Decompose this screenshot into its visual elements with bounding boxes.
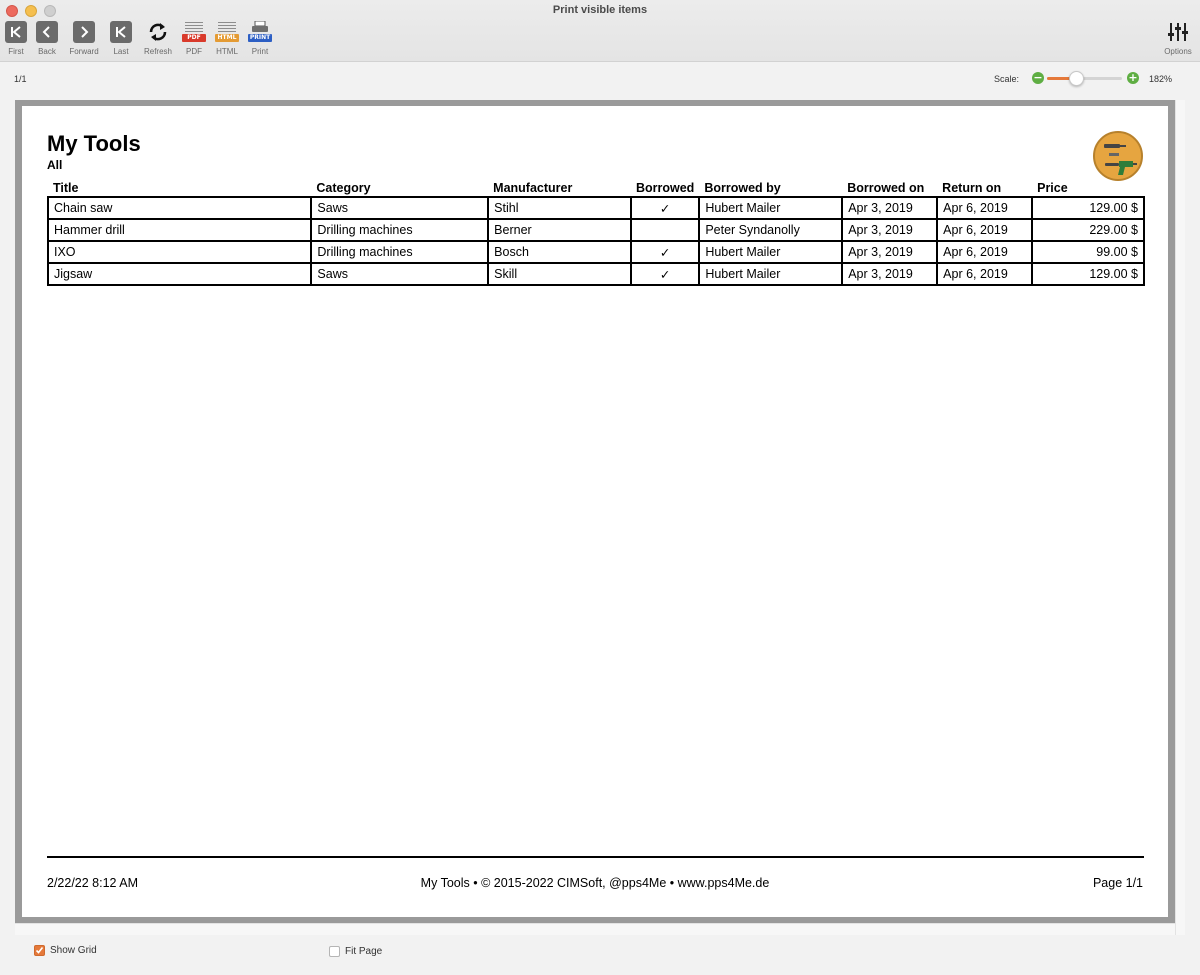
first-button-label: First xyxy=(8,47,24,56)
window-titlebar xyxy=(0,0,1200,62)
cell-borrowed-by: Hubert Mailer xyxy=(699,241,842,263)
tools-table xyxy=(47,179,1145,286)
cell-manufacturer: Berner xyxy=(488,219,631,241)
cell-borrowed-by: Hubert Mailer xyxy=(699,263,842,285)
print-button-label: Print xyxy=(251,47,269,56)
report-page xyxy=(22,106,1168,917)
cell-borrowed xyxy=(631,219,699,241)
app-logo xyxy=(1093,131,1143,181)
options-button-label: Options xyxy=(1164,47,1192,56)
footer-page-number: Page 1/1 xyxy=(1092,876,1143,890)
footer-copyright: My Tools • © 2015-2022 CIMSoft, @pps4Me • www.pps4Me.de xyxy=(420,876,770,890)
forward-button-label: Forward xyxy=(69,47,99,56)
cell-return-on: Apr 6, 2019 xyxy=(937,241,1032,263)
refresh-icon xyxy=(146,21,170,43)
footer-date: 2/22/22 8:12 AM xyxy=(47,876,139,890)
print-button[interactable] xyxy=(238,21,282,57)
last-button-label: Last xyxy=(113,47,129,56)
horizontal-scrollbar[interactable] xyxy=(15,923,1175,935)
scale-slider[interactable] xyxy=(1047,77,1122,80)
zoom-value: 182% xyxy=(1149,74,1173,84)
cell-title: Hammer drill xyxy=(48,219,311,241)
refresh-button-label: Refresh xyxy=(143,47,172,56)
cell-price: 229.00 $ xyxy=(1032,219,1144,241)
cell-borrowed-by: Peter Syndanolly xyxy=(699,219,842,241)
cell-return-on: Apr 6, 2019 xyxy=(937,219,1032,241)
scale-slider-knob[interactable] xyxy=(1069,71,1084,86)
cell-title: Chain saw xyxy=(48,197,311,219)
window-title: Print visible items xyxy=(552,4,648,16)
cell-borrowed: ✓ xyxy=(631,197,699,219)
cell-category: Saws xyxy=(311,263,488,285)
cell-category: Saws xyxy=(311,197,488,219)
cell-borrowed-on: Apr 3, 2019 xyxy=(842,263,937,285)
table-row xyxy=(48,241,1144,263)
fit-page-label: Fit Page xyxy=(345,946,383,957)
minus-icon: − xyxy=(1033,71,1043,84)
cell-return-on: Apr 6, 2019 xyxy=(937,197,1032,219)
show-grid-box[interactable] xyxy=(34,945,45,956)
report-subtitle: All xyxy=(47,158,63,172)
pdf-tag: PDF xyxy=(182,34,206,42)
print-preview[interactable] xyxy=(15,100,1175,923)
pdf-button-label: PDF xyxy=(186,47,202,56)
printer-icon xyxy=(247,21,273,43)
cell-manufacturer: Bosch xyxy=(488,241,631,263)
cell-borrowed-on: Apr 3, 2019 xyxy=(842,241,937,263)
html-icon xyxy=(214,21,240,43)
column-header[interactable]: Manufacturer xyxy=(493,181,573,195)
cell-category: Drilling machines xyxy=(311,219,488,241)
fit-page-checkbox[interactable] xyxy=(329,946,382,957)
last-page-icon xyxy=(110,21,132,43)
plus-icon: + xyxy=(1128,71,1138,84)
cell-borrowed: ✓ xyxy=(631,241,699,263)
print-tag: PRINT xyxy=(249,34,271,41)
cell-category: Drilling machines xyxy=(311,241,488,263)
cell-borrowed-on: Apr 3, 2019 xyxy=(842,197,937,219)
cell-price: 99.00 $ xyxy=(1032,241,1144,263)
page-indicator: 1/1 xyxy=(14,74,27,84)
table-row xyxy=(48,197,1144,219)
html-tag: HTML xyxy=(215,34,239,42)
checkmark-icon xyxy=(35,946,44,955)
first-page-icon xyxy=(5,21,27,43)
table-row xyxy=(48,263,1144,285)
column-header[interactable]: Title xyxy=(53,181,79,195)
zoom-out-button[interactable] xyxy=(1032,72,1044,84)
cell-borrowed: ✓ xyxy=(631,263,699,285)
column-header[interactable]: Category xyxy=(316,181,371,195)
pdf-icon xyxy=(181,21,207,43)
column-header[interactable]: Return on xyxy=(942,181,1002,195)
html-button-label: HTML xyxy=(216,47,238,56)
table-row xyxy=(48,219,1144,241)
options-button[interactable] xyxy=(1158,21,1198,57)
column-header[interactable]: Borrowed by xyxy=(704,181,781,195)
cell-manufacturer: Stihl xyxy=(488,197,631,219)
scale-label: Scale: xyxy=(994,74,1020,84)
cell-price: 129.00 $ xyxy=(1032,263,1144,285)
back-button-label: Back xyxy=(38,47,56,56)
cell-title: IXO xyxy=(48,241,311,263)
cell-price: 129.00 $ xyxy=(1032,197,1144,219)
column-header[interactable]: Borrowed xyxy=(635,181,695,195)
sliders-icon xyxy=(1167,21,1189,43)
tools-logo-icon xyxy=(1095,133,1141,179)
vertical-scrollbar[interactable] xyxy=(1175,100,1185,935)
chevron-left-icon xyxy=(36,21,58,43)
cell-borrowed-on: Apr 3, 2019 xyxy=(842,219,937,241)
cell-manufacturer: Skill xyxy=(488,263,631,285)
report-title: My Tools xyxy=(47,131,141,156)
column-header[interactable]: Borrowed on xyxy=(847,181,925,195)
cell-title: Jigsaw xyxy=(48,263,311,285)
footer-divider xyxy=(47,856,1144,858)
fit-page-box[interactable] xyxy=(329,946,340,957)
cell-return-on: Apr 6, 2019 xyxy=(937,263,1032,285)
show-grid-label: Show Grid xyxy=(50,945,97,956)
table-header-row xyxy=(48,179,1144,197)
zoom-in-button[interactable] xyxy=(1127,72,1139,84)
chevron-right-icon xyxy=(73,21,95,43)
show-grid-checkbox[interactable] xyxy=(34,945,97,956)
column-header[interactable]: Price xyxy=(1037,181,1068,195)
cell-borrowed-by: Hubert Mailer xyxy=(699,197,842,219)
